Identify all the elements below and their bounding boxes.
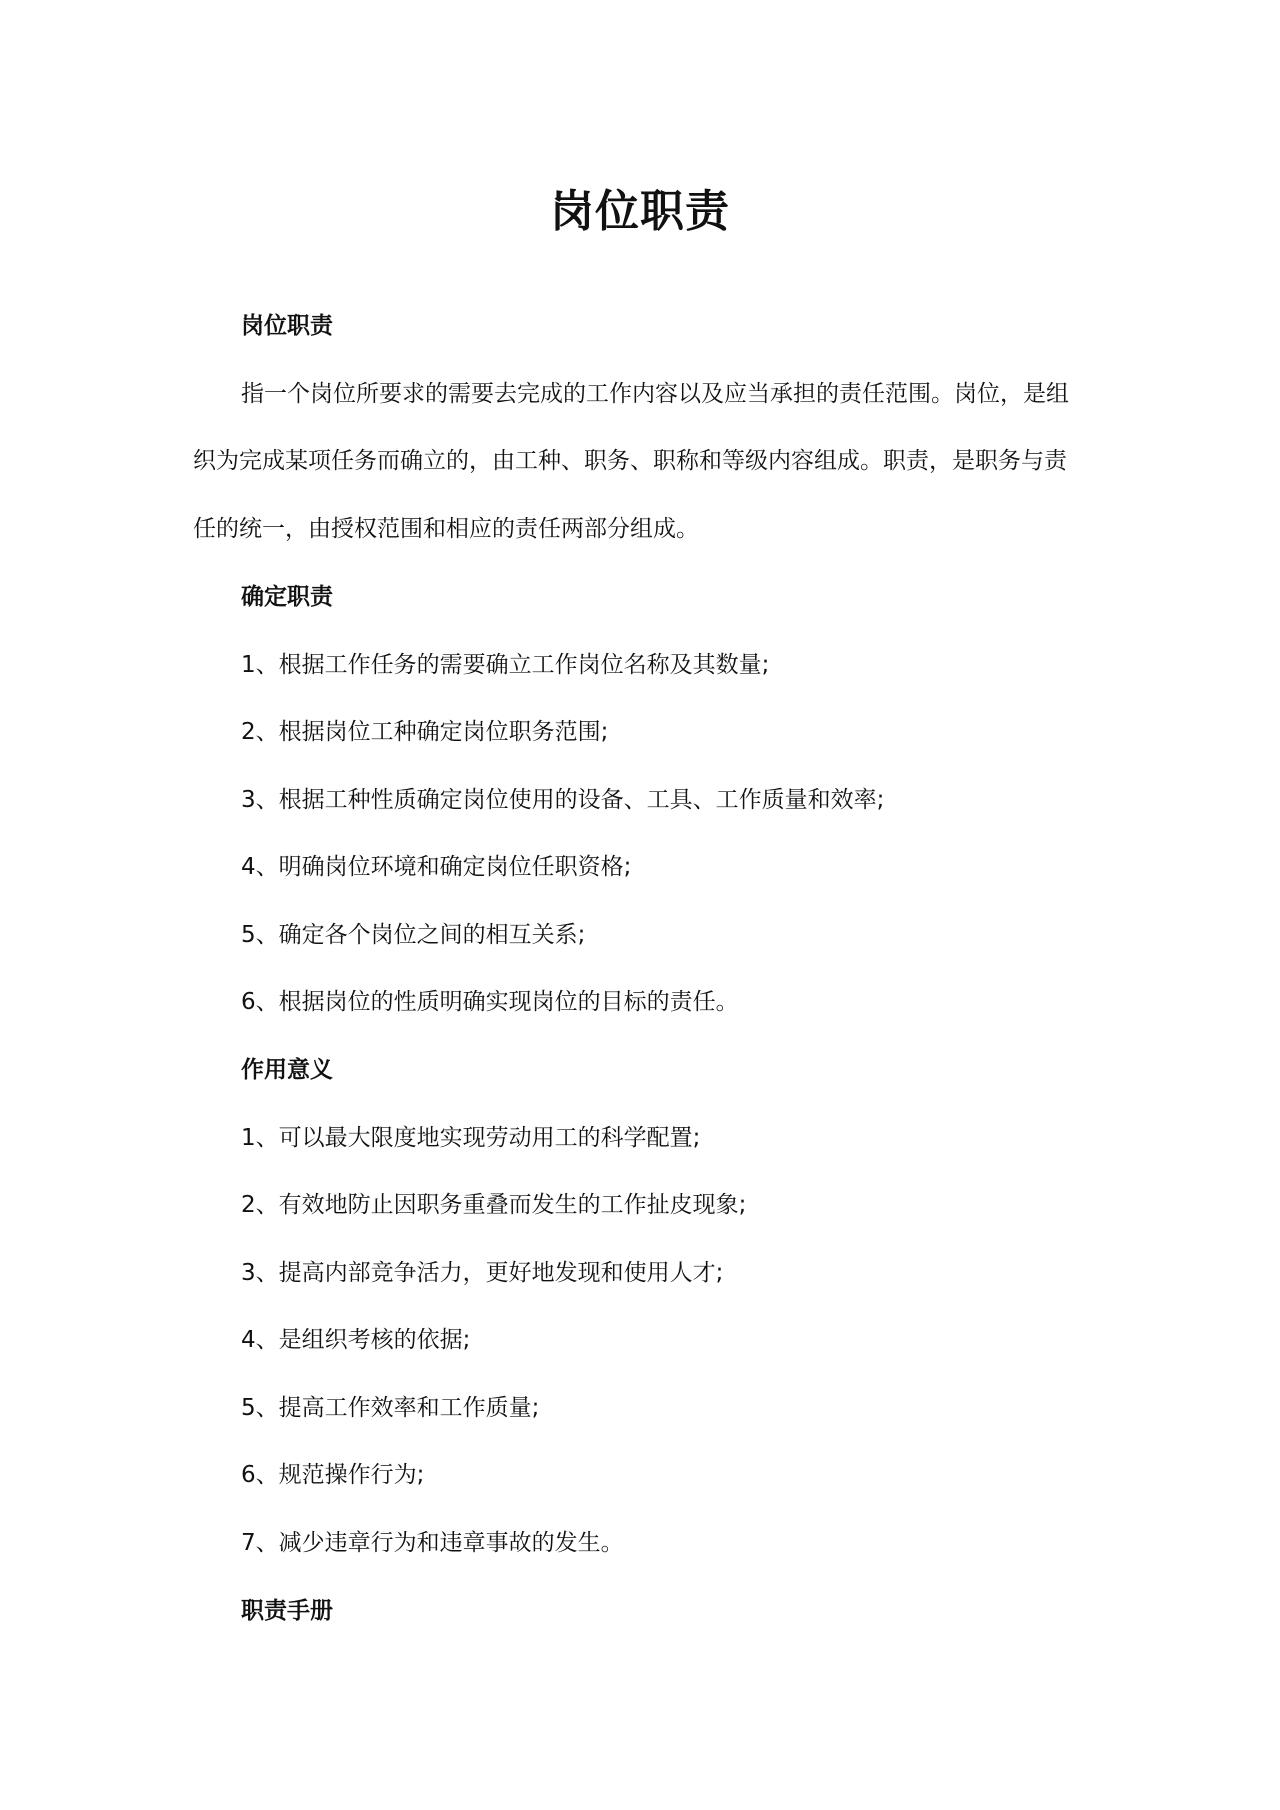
section-heading-significance: 作用意义 xyxy=(241,1057,333,1083)
list-item: 7、减少违章行为和违章事故的发生。 xyxy=(241,1530,624,1556)
list-item: 3、提高内部竞争活力，更好地发现和使用人才; xyxy=(241,1260,724,1286)
list-item: 1、可以最大限度地实现劳动用工的科学配置; xyxy=(241,1125,701,1151)
list-item: 6、根据岗位的性质明确实现岗位的目标的责任。 xyxy=(241,989,739,1015)
list-item: 3、根据工种性质确定岗位使用的设备、工具、工作质量和效率; xyxy=(241,787,885,813)
section-heading-manual: 职责手册 xyxy=(241,1598,333,1624)
page-title: 岗位职责 xyxy=(550,186,730,237)
list-item: 4、是组织考核的依据; xyxy=(241,1327,471,1353)
section-heading-duties: 岗位职责 xyxy=(241,313,333,339)
list-item: 1、根据工作任务的需要确立工作岗位名称及其数量; xyxy=(241,652,770,678)
list-item: 5、确定各个岗位之间的相互关系; xyxy=(241,922,586,948)
list-item: 2、有效地防止因职务重叠而发生的工作扯皮现象; xyxy=(241,1192,747,1218)
list-item: 2、根据岗位工种确定岗位职务范围; xyxy=(241,719,609,745)
section-heading-define-duties: 确定职责 xyxy=(241,584,333,610)
paragraph-line: 织为完成某项任务而确立的，由工种、职务、职称和等级内容组成。职责，是职务与责 xyxy=(193,448,1067,474)
paragraph-line: 指一个岗位所要求的需要去完成的工作内容以及应当承担的责任范围。岗位，是组 xyxy=(241,381,1069,407)
list-item: 5、提高工作效率和工作质量; xyxy=(241,1395,540,1421)
list-item: 6、规范操作行为; xyxy=(241,1462,425,1488)
list-item: 4、明确岗位环境和确定岗位任职资格; xyxy=(241,854,632,880)
paragraph-line: 任的统一，由授权范围和相应的责任两部分组成。 xyxy=(193,516,699,542)
